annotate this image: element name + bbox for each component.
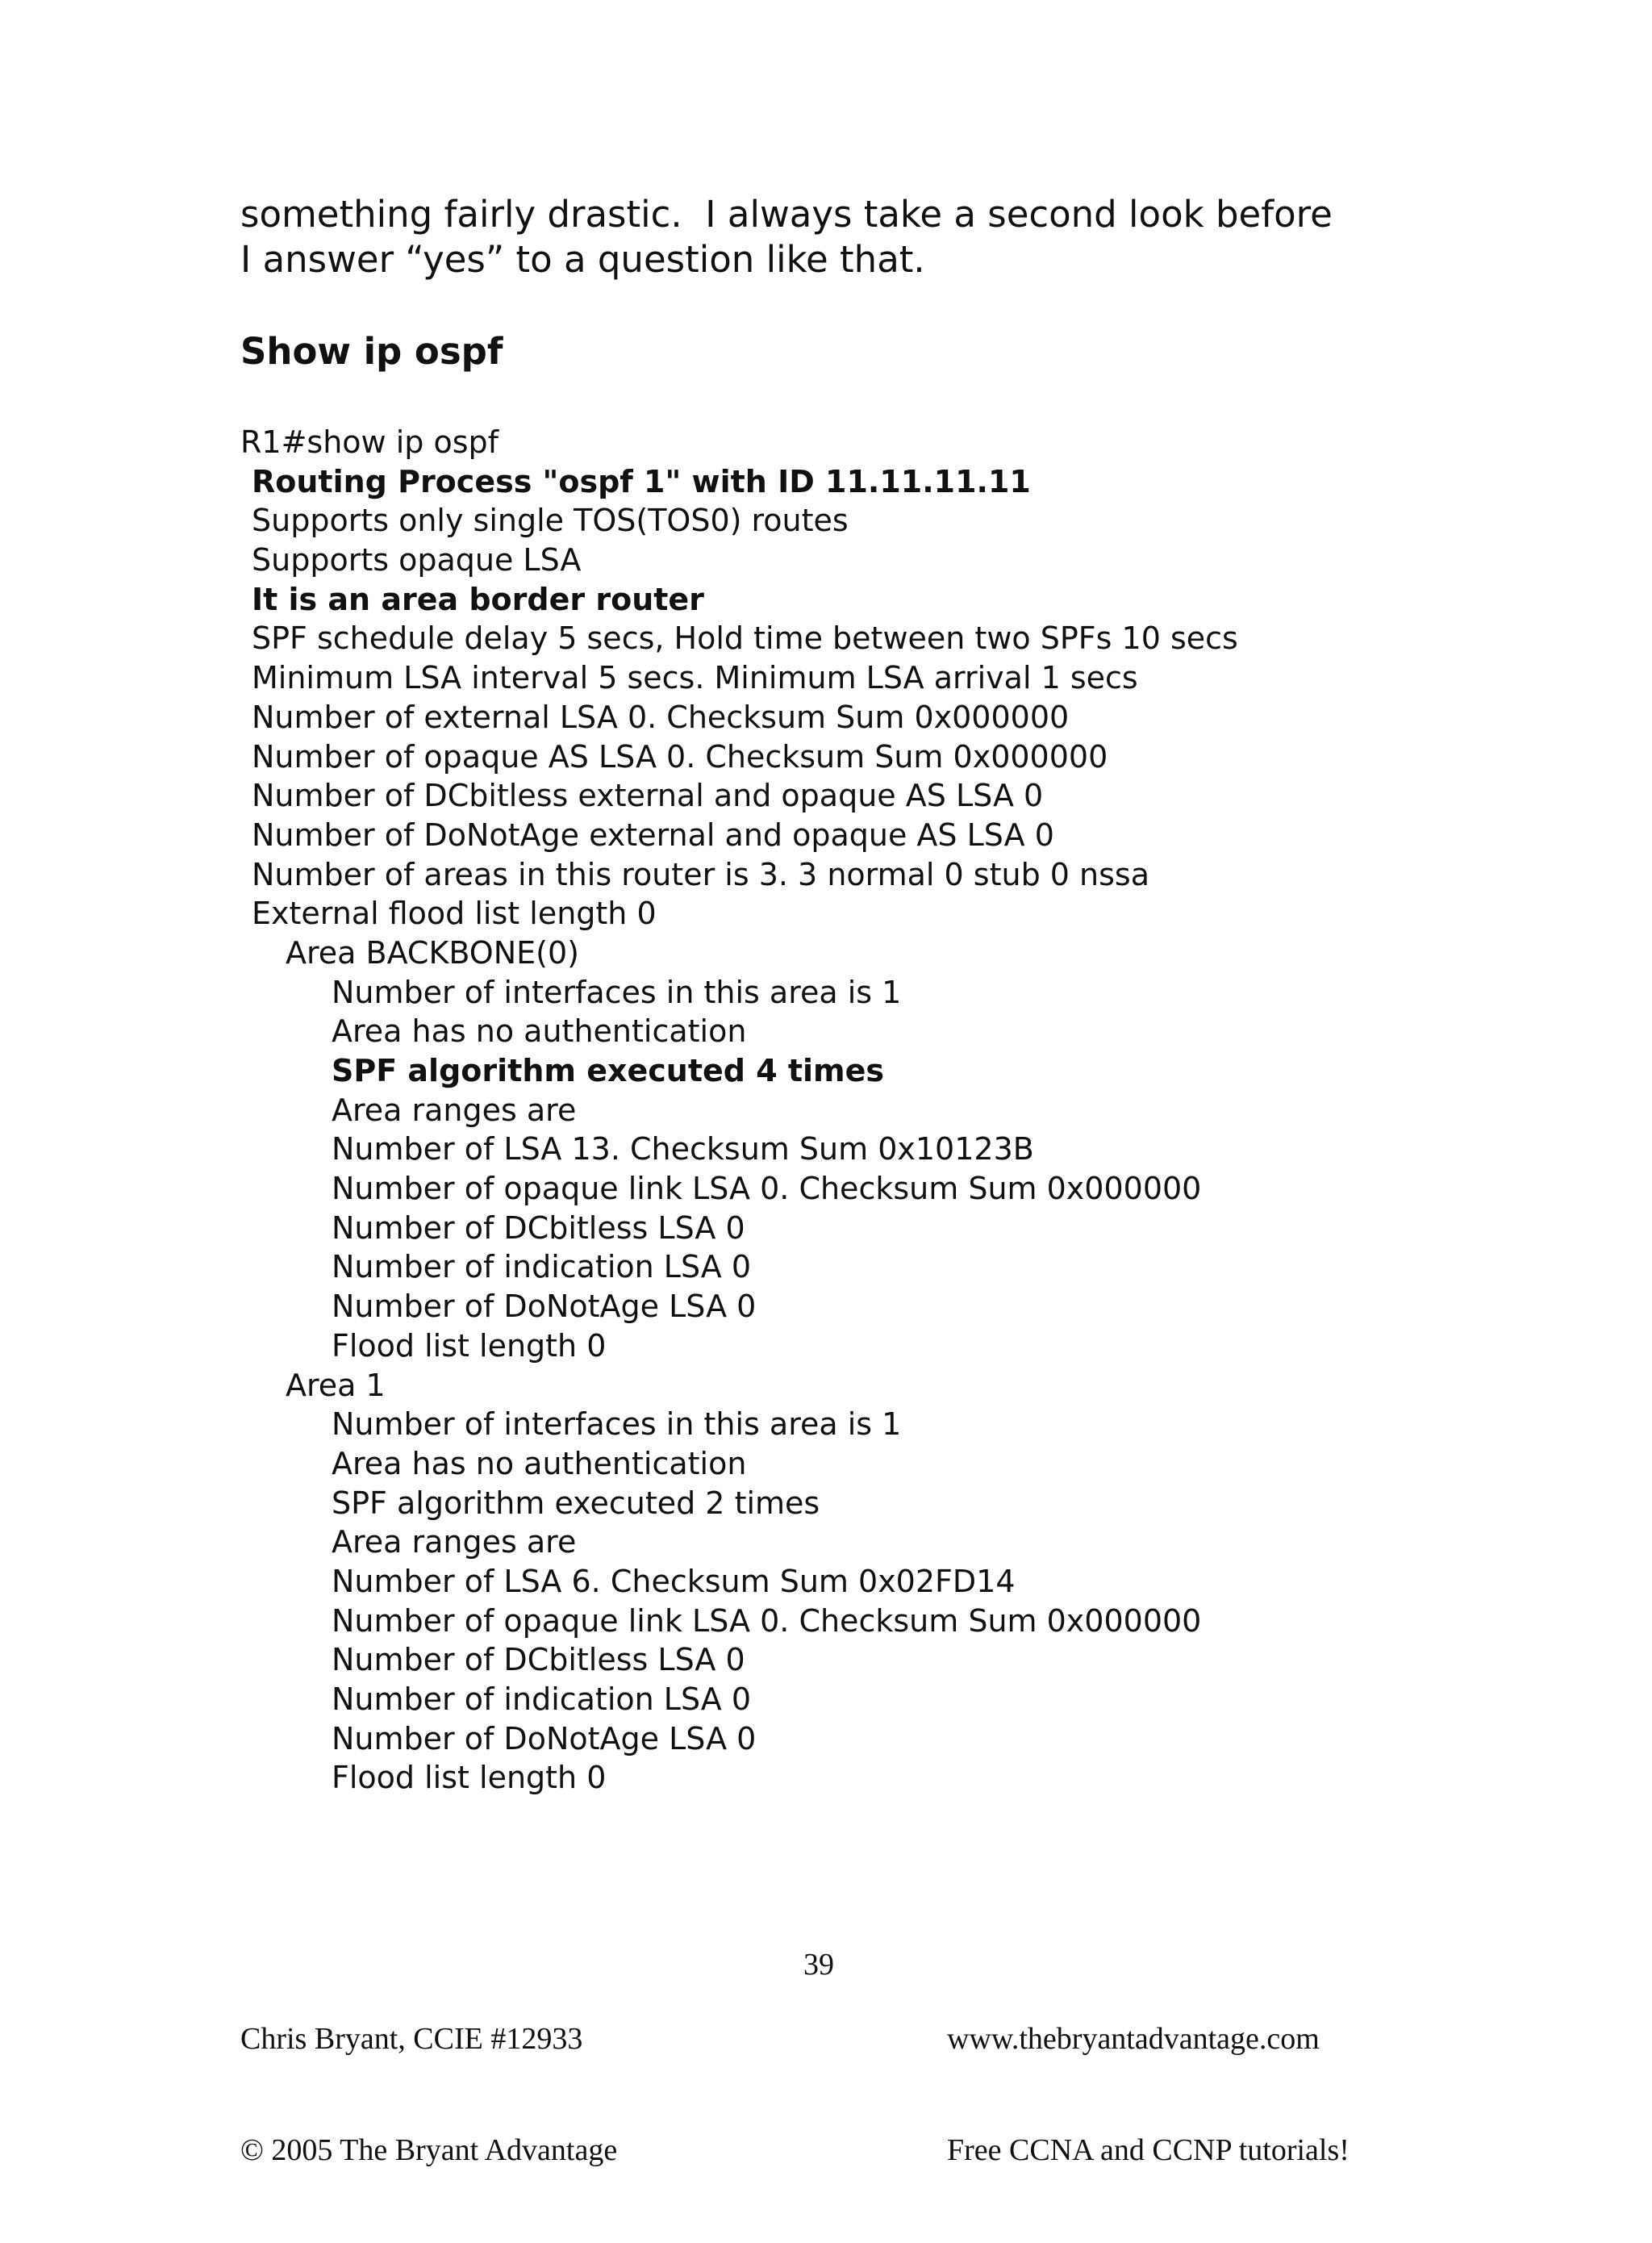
cli-line: Minimum LSA interval 5 secs. Minimum LSA arrival 1 secs bbox=[252, 660, 1138, 696]
footer-copyright: © 2005 The Bryant Advantage bbox=[240, 2133, 618, 2167]
cli-line: Number of indication LSA 0 bbox=[332, 1249, 752, 1285]
intro-paragraph bbox=[240, 192, 1499, 282]
cli-line: Number of opaque link LSA 0. Checksum Sum 0x000000 bbox=[332, 1602, 1202, 1639]
cli-line: Number of external LSA 0. Checksum Sum 0x000000 bbox=[252, 699, 1070, 735]
cli-line: Number of areas in this router is 3. 3 normal 0 stub 0 nssa bbox=[252, 856, 1150, 892]
cli-line: Number of interfaces in this area is 1 bbox=[332, 974, 902, 1010]
cli-area-title: Area BACKBONE(0) bbox=[286, 934, 579, 971]
footer-website: www.thebryantadvantage.com bbox=[947, 2022, 1320, 2056]
cli-line: Supports opaque LSA bbox=[252, 542, 582, 579]
cli-line: Number of DoNotAge LSA 0 bbox=[332, 1720, 757, 1756]
cli-area-title: Area 1 bbox=[286, 1367, 386, 1403]
section-heading: Show ip ospf bbox=[240, 330, 503, 373]
cli-line-abr: It is an area border router bbox=[252, 581, 704, 617]
cli-line: Number of DoNotAge LSA 0 bbox=[332, 1289, 757, 1325]
cli-line: Number of indication LSA 0 bbox=[332, 1681, 752, 1717]
intro-line: I answer “yes” to a question like that. bbox=[240, 238, 925, 281]
cli-line-spf-executed: SPF algorithm executed 4 times bbox=[332, 1053, 885, 1088]
footer-right bbox=[947, 1946, 1350, 2243]
cli-line: External flood list length 0 bbox=[252, 896, 657, 932]
cli-line: Number of LSA 6. Checksum Sum 0x02FD14 bbox=[332, 1563, 1016, 1599]
page-number: 39 bbox=[803, 1948, 834, 1982]
cli-line: Number of interfaces in this area is 1 bbox=[332, 1406, 902, 1443]
cli-line: SPF schedule delay 5 secs, Hold time between two SPFs 10 secs bbox=[252, 620, 1238, 657]
cli-line: Flood list length 0 bbox=[332, 1760, 607, 1796]
cli-line: Number of opaque AS LSA 0. Checksum Sum 0x000000 bbox=[252, 738, 1108, 775]
footer-left bbox=[240, 1946, 617, 2243]
cli-line: Number of LSA 13. Checksum Sum 0x10123B bbox=[332, 1131, 1034, 1167]
cli-line: Area has no authentication bbox=[332, 1013, 747, 1050]
cli-line: Number of DoNotAge external and opaque AS LSA 0 bbox=[252, 817, 1054, 853]
cli-line: Supports only single TOS(TOS0) routes bbox=[252, 503, 849, 539]
cli-prompt: R1#show ip ospf bbox=[240, 424, 499, 460]
cli-line: SPF algorithm executed 2 times bbox=[332, 1485, 820, 1521]
intro-line: something fairly drastic. I always take a second look before bbox=[240, 193, 1333, 236]
cli-line: Number of DCbitless LSA 0 bbox=[332, 1642, 745, 1678]
cli-line-routing-process: Routing Process "ospf 1" with ID 11.11.11.11 bbox=[252, 463, 1031, 499]
cli-line: Flood list length 0 bbox=[332, 1327, 607, 1364]
cli-line: Number of DCbitless LSA 0 bbox=[332, 1209, 745, 1246]
cli-line: Number of opaque link LSA 0. Checksum Sum 0x000000 bbox=[332, 1171, 1202, 1207]
footer-author: Chris Bryant, CCIE #12933 bbox=[240, 2022, 583, 2056]
cli-line: Number of DCbitless external and opaque AS LSA 0 bbox=[252, 778, 1044, 814]
cli-line: Area has no authentication bbox=[332, 1445, 747, 1481]
footer-tagline: Free CCNA and CCNP tutorials! bbox=[947, 2133, 1350, 2167]
cli-line: Area ranges are bbox=[332, 1092, 577, 1128]
cli-output bbox=[240, 423, 1499, 1798]
cli-line: Area ranges are bbox=[332, 1524, 577, 1560]
